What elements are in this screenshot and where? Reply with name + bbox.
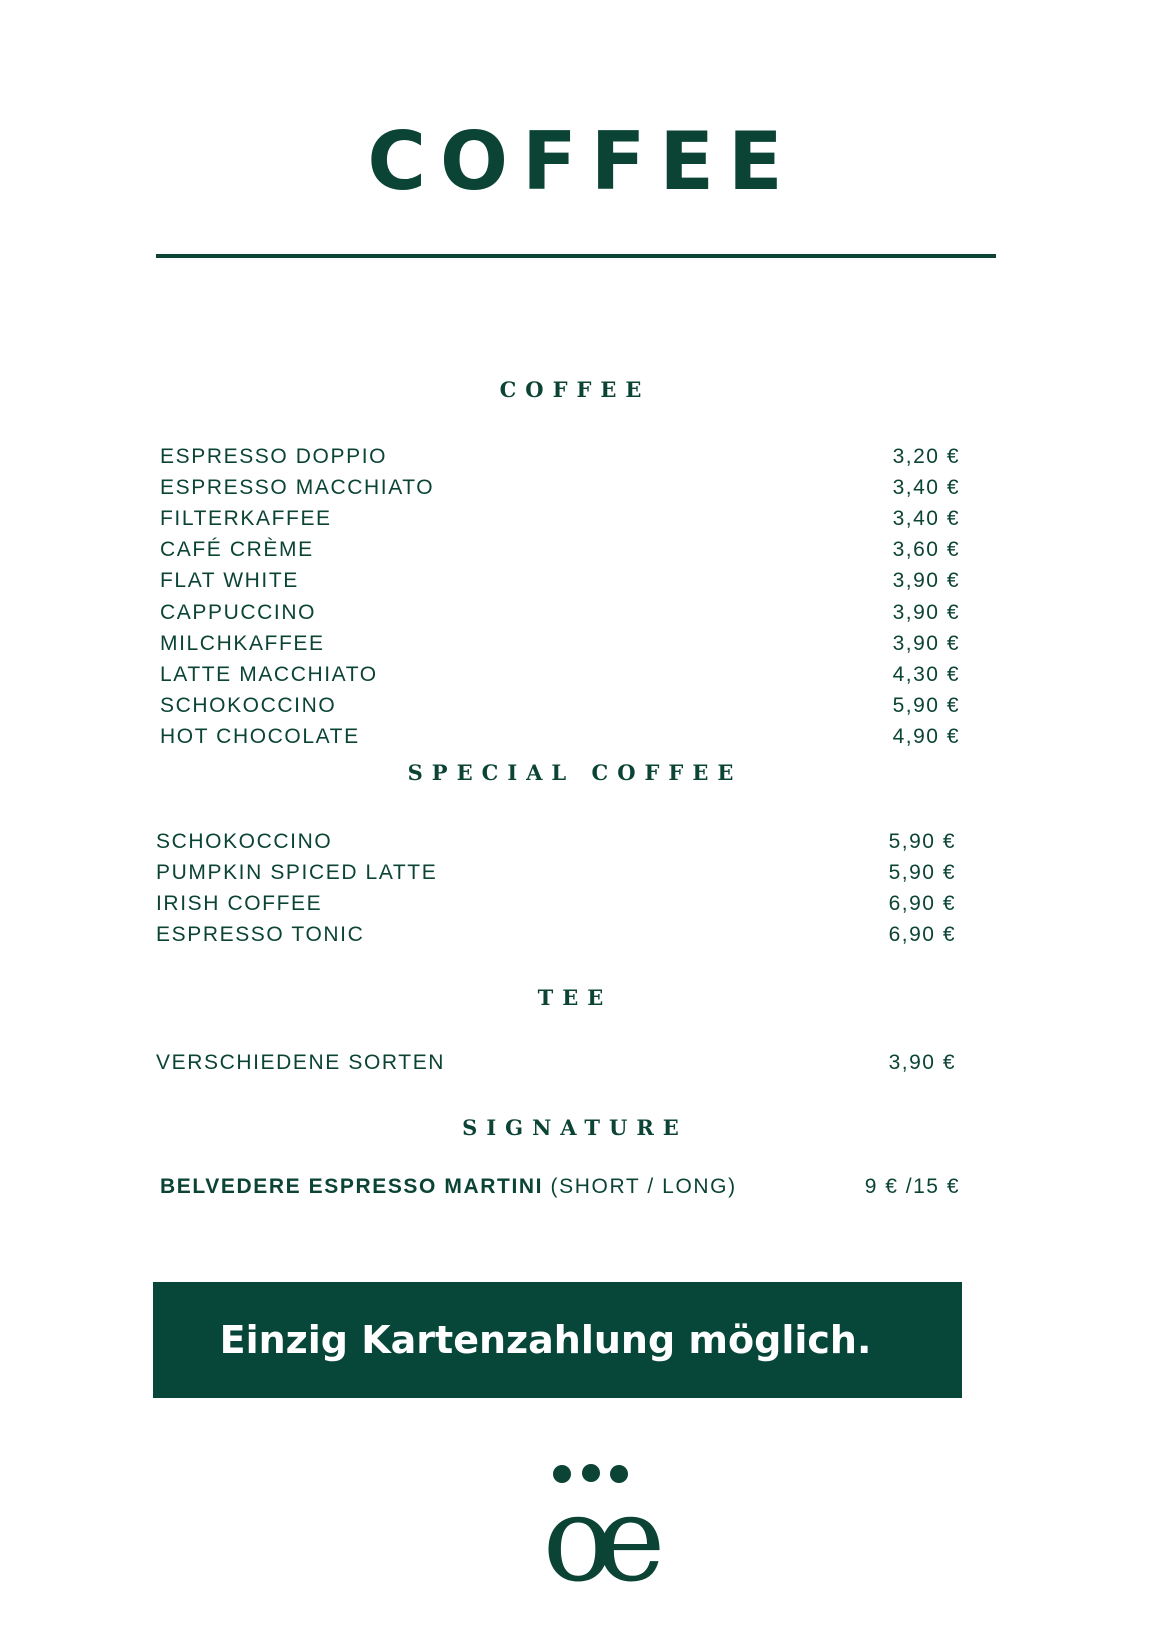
list-item xyxy=(160,597,960,628)
coffee-list xyxy=(160,441,960,753)
payment-banner xyxy=(153,1282,962,1398)
list-item xyxy=(156,1047,956,1078)
list-item xyxy=(156,826,956,857)
title-divider xyxy=(156,254,996,258)
item-price: 6,90 € xyxy=(888,891,956,915)
item-name: SCHOKOCCINO xyxy=(156,829,333,853)
signature-item-name: BELVEDERE ESPRESSO MARTINI xyxy=(160,1174,544,1198)
item-price: 3,40 € xyxy=(892,506,960,530)
section-heading-signature: SIGNATURE xyxy=(462,1115,688,1140)
payment-banner-text: Einzig Kartenzahlung möglich. xyxy=(219,1318,872,1362)
page-title: COFFEE xyxy=(367,115,797,208)
item-name: VERSCHIEDENE SORTEN xyxy=(156,1050,446,1074)
item-name: FLAT WHITE xyxy=(160,569,299,593)
item-name: FILTERKAFFEE xyxy=(160,506,332,530)
signature-item-note: (SHORT / LONG) xyxy=(543,1174,737,1198)
item-price: 4,90 € xyxy=(892,725,960,749)
section-heading-special-coffee: SPECIAL COFFEE xyxy=(407,760,743,785)
list-item xyxy=(156,857,956,888)
item-price: 3,60 € xyxy=(892,538,960,562)
item-name: PUMPKIN SPICED LATTE xyxy=(156,860,438,884)
item-price: 5,90 € xyxy=(892,694,960,718)
item-name: MILCHKAFFEE xyxy=(160,631,325,655)
item-name: HOT CHOCOLATE xyxy=(160,725,360,749)
tee-list xyxy=(156,1047,956,1078)
item-price: 3,40 € xyxy=(892,475,960,499)
list-item xyxy=(160,503,960,534)
item-price: 4,30 € xyxy=(892,662,960,686)
item-name: IRISH COFFEE xyxy=(156,891,323,915)
item-name: CAFÉ CRÈME xyxy=(160,538,314,562)
item-price: 9 € /15 € xyxy=(864,1174,960,1198)
item-price: 5,90 € xyxy=(888,860,956,884)
list-item xyxy=(160,691,960,722)
list-item xyxy=(160,535,960,566)
signature-item-label xyxy=(160,1175,737,1199)
item-price: 3,90 € xyxy=(892,631,960,655)
list-item xyxy=(160,472,960,503)
list-item xyxy=(160,628,960,659)
section-heading-coffee: COFFEE xyxy=(499,377,651,402)
item-name: SCHOKOCCINO xyxy=(160,694,337,718)
list-item xyxy=(156,920,956,951)
list-item xyxy=(160,566,960,597)
list-item xyxy=(160,1171,960,1202)
item-name: LATTE MACCHIATO xyxy=(160,662,378,686)
item-name: ESPRESSO MACCHIATO xyxy=(160,475,435,499)
list-item xyxy=(160,722,960,753)
signature-list xyxy=(160,1171,960,1202)
item-name: CAPPUCCINO xyxy=(160,600,317,624)
list-item xyxy=(160,441,960,472)
item-price: 3,90 € xyxy=(888,1050,956,1074)
item-name: ESPRESSO TONIC xyxy=(156,923,365,947)
item-price: 5,90 € xyxy=(888,829,956,853)
item-price: 3,20 € xyxy=(892,444,960,468)
item-price: 3,90 € xyxy=(892,600,960,624)
item-price: 6,90 € xyxy=(888,923,956,947)
oe-logo xyxy=(520,1460,670,1590)
special-coffee-list xyxy=(156,826,956,951)
list-item xyxy=(156,888,956,919)
section-heading-tee: TEE xyxy=(537,985,613,1010)
item-name: ESPRESSO DOPPIO xyxy=(160,444,388,468)
logo-letters: oe xyxy=(542,1470,648,1590)
item-price: 3,90 € xyxy=(892,569,960,593)
list-item xyxy=(160,659,960,690)
